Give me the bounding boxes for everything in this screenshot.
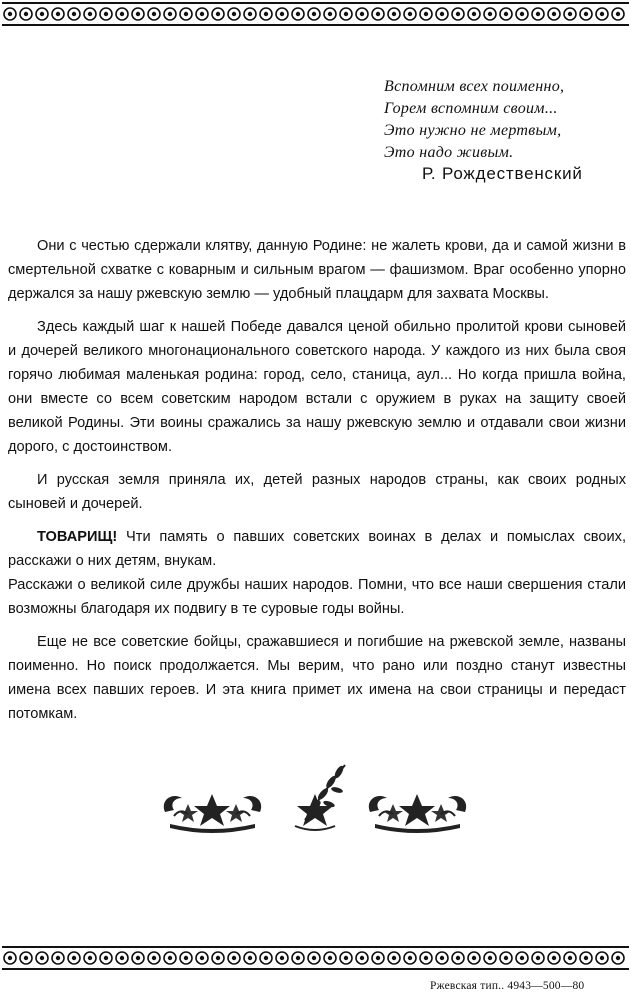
rosette-center xyxy=(328,956,332,960)
rosette-center xyxy=(376,956,380,960)
main-text xyxy=(8,234,626,735)
rosette-center xyxy=(40,956,44,960)
rosette-center xyxy=(8,956,12,960)
rosette-center xyxy=(520,956,524,960)
rosette-center xyxy=(56,12,60,16)
epigraph-line: Это нужно не мертвым, xyxy=(384,122,562,139)
rosette-center xyxy=(552,956,556,960)
rosette-center xyxy=(184,12,188,16)
rosette-center xyxy=(520,12,524,16)
appeal-lead: ТОВАРИЩ! xyxy=(37,529,118,545)
laurel-branch-star-icon xyxy=(295,764,345,830)
closing-paragraph: Еще не все советские бойцы, сражавшиеся и погибшие на ржевской земле, названы поименно. Но поиск продолжается. Мы верим, что рано или поздно станут известны имена всех павших героев. И эта книга примет их имена на свои страницы и передаст потомкам. xyxy=(8,634,626,722)
epigraph-line: Вспомним всех поименно, xyxy=(384,78,565,95)
rosette-center xyxy=(136,956,140,960)
rosette-center xyxy=(152,12,156,16)
rosette-center xyxy=(456,956,460,960)
rosette-center xyxy=(248,12,252,16)
rosette-center xyxy=(408,956,412,960)
rosette-center xyxy=(264,956,268,960)
paragraph: Они с честью сдержали клятву, данную Родине: не жалеть крови, да и самой жизни в смертельной схватке с коварным и сильным врагом — фашизмом. Враг особенно упорно держался за нашу ржевскую землю — удобный плацдарм для захвата Москвы. xyxy=(8,238,626,302)
ornament-group xyxy=(160,760,470,835)
rosette-border-icon xyxy=(2,4,629,24)
rosette-center xyxy=(120,956,124,960)
rosette-center xyxy=(536,956,540,960)
rosette-center xyxy=(424,956,428,960)
rosette-center xyxy=(568,12,572,16)
top-ornamental-border xyxy=(2,2,629,26)
rosette-center xyxy=(88,12,92,16)
printer-imprint: Ржевская тип.. 4943—500—80 xyxy=(430,980,585,992)
rosette-center xyxy=(616,12,620,16)
rosette-center xyxy=(56,956,60,960)
rosette-center xyxy=(392,956,396,960)
rosette-center xyxy=(472,956,476,960)
bottom-ornamental-border xyxy=(2,946,629,970)
paragraph: И русская земля приняла их, детей разных народов страны, как своих родных сыновей и дочерей. xyxy=(8,472,626,512)
rosette-center xyxy=(168,956,172,960)
rosette-center xyxy=(200,956,204,960)
epigraph-line: Это надо живым. xyxy=(384,144,514,161)
rosette-center xyxy=(408,12,412,16)
rosette-center xyxy=(40,12,44,16)
rosette-center xyxy=(232,12,236,16)
appeal-text: Чти память о павших советских воинах в делах и помыслах своих, расскажи о них детям, внукам. xyxy=(8,529,626,569)
rosette-center xyxy=(104,12,108,16)
rosette-border-icon xyxy=(2,948,629,968)
rosette-center xyxy=(600,12,604,16)
rosette-center xyxy=(392,12,396,16)
rosette-center xyxy=(216,12,220,16)
rosette-center xyxy=(488,12,492,16)
rosette-center xyxy=(232,956,236,960)
rosette-center xyxy=(200,12,204,16)
epigraph-author: Р. Рождественский xyxy=(422,164,583,183)
rosette-center xyxy=(616,956,620,960)
rosette-center xyxy=(344,956,348,960)
rosette-center xyxy=(136,12,140,16)
rosette-center xyxy=(552,12,556,16)
rosette-center xyxy=(24,956,28,960)
epigraph-line: Горем вспомним своим... xyxy=(384,100,558,117)
rosette-center xyxy=(360,12,364,16)
rosette-center xyxy=(312,12,316,16)
rosette-center xyxy=(312,956,316,960)
rosette-center xyxy=(344,12,348,16)
rosette-center xyxy=(456,12,460,16)
rosette-center xyxy=(440,12,444,16)
rosette-center xyxy=(72,956,76,960)
rosette-center xyxy=(584,956,588,960)
rosette-center xyxy=(168,12,172,16)
rosette-center xyxy=(296,12,300,16)
rosette-center xyxy=(440,956,444,960)
rosette-center xyxy=(264,12,268,16)
rosette-center xyxy=(280,956,284,960)
star-wreath-icon xyxy=(369,794,466,833)
star-wreath-icon xyxy=(164,794,261,833)
rosette-center xyxy=(104,956,108,960)
rosette-center xyxy=(24,12,28,16)
rosette-center xyxy=(504,12,508,16)
rosette-center xyxy=(472,12,476,16)
rosette-center xyxy=(72,12,76,16)
appeal-second: Расскажи о великой силе дружбы наших народов. Помни, что все наши свершения стали возможны благодаря их подвигу в те суровые годы войны. xyxy=(8,577,626,617)
paragraph: Здесь каждый шаг к нашей Победе давался ценой обильно пролитой крови сыновей и дочерей великого многонационального советского народа. У каждого из них была своя горячо любимая маленькая родина: город, село, станица, аул... Но когда пришла война, они вместе со всем советским народом встали с оружием в руках на защиту своей великой Родины. Эти воины сражались за нашу ржевскую землю и отдавали свои жизни дорого, с достоинством. xyxy=(8,319,626,455)
rosette-center xyxy=(152,956,156,960)
rosette-center xyxy=(360,956,364,960)
rosette-center xyxy=(8,12,12,16)
rosette-center xyxy=(424,12,428,16)
epigraph xyxy=(384,76,624,164)
rosette-center xyxy=(120,12,124,16)
rosette-center xyxy=(584,12,588,16)
rosette-center xyxy=(536,12,540,16)
appeal-paragraph xyxy=(8,525,626,573)
rosette-center xyxy=(376,12,380,16)
rosette-center xyxy=(184,956,188,960)
rosette-center xyxy=(280,12,284,16)
rosette-center xyxy=(328,12,332,16)
rosette-center xyxy=(88,956,92,960)
rosette-center xyxy=(488,956,492,960)
rosette-center xyxy=(504,956,508,960)
rosette-center xyxy=(216,956,220,960)
rosette-center xyxy=(568,956,572,960)
rosette-center xyxy=(600,956,604,960)
rosette-center xyxy=(296,956,300,960)
rosette-center xyxy=(248,956,252,960)
